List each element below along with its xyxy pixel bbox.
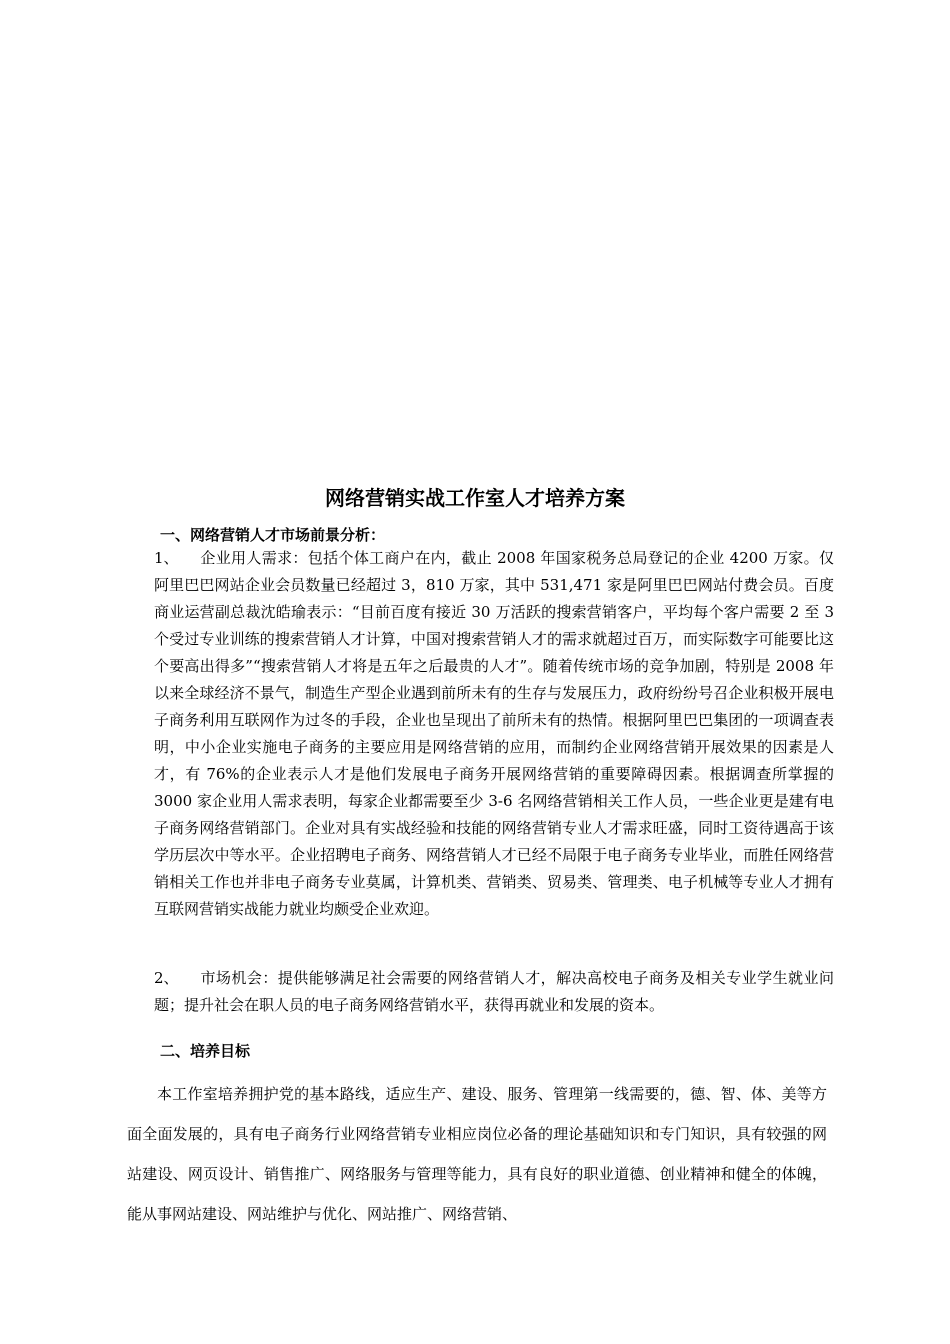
list-item-number: 2、 <box>154 969 179 987</box>
list-item-number: 1、 <box>154 549 179 567</box>
list-item-text: 企业用人需求：包括个体工商户在内，截止 2008 年国家税务总局登记的企业 4200 万家。仅阿里巴巴网站企业会员数量已经超过 3，810 万家，其中 531,471 家是阿里巴巴网站付费会员。百度商业运营副总裁沈皓瑜表示：“目前百度有接近 30 万活跃的搜索营销客户，平均每个客户需要 2 至 3 个受过专业训练的搜索营销人才计算，中国对搜索营销人才的需求就超过百万，而实际数字可能要比这个要高出得多”“搜索营销人才将是五年之后最贵的人才”。随着传统市场的竞争加剧，特别是 2008 年以来全球经济不景气，制造生产型企业遇到前所未有的生存与发展压力，政府纷纷号召企业积极开展电子商务利用互联网作为过冬的手段，企业也呈现出了前所未有的热情。根据阿里巴巴集团的一项调查表明，中小企业实施电子商务的主要应用是网络营销的应用，而制约企业网络营销开展效果的因素是人才，有 76%的企业表示人才是他们发展电子商务开展网络营销的重要障碍因素。根据调查所掌握的 3000 家企业用人需求表明，每家企业都需要至少 3-6 名网络营销相关工作人员，一些企业更是建有电子商务网络营销部门。企业对具有实战经验和技能的网络营销专业人才需求旺盛，同时工资待遇高于该学历层次中等水平。企业招聘电子商务、网络营销人才已经不局限于电子商务专业毕业，而胜任网络营销相关工作也并非电子商务专业莫属，计算机类、营销类、贸易类、管理类、电子机械等专业人才拥有互联网营销实战能力就业均颇受企业欢迎。 <box>154 549 834 918</box>
list-item-market-opportunity <box>154 965 834 1019</box>
document-title: 网络营销实战工作室人才培养方案 <box>325 486 625 510</box>
training-goals-paragraph: 本工作室培养拥护党的基本路线，适应生产、建设、服务、管理第一线需要的，德、智、体、美等方面全面发展的，具有电子商务行业网络营销专业相应岗位必备的理论基础知识和专门知识，具有较强的网站建设、网页设计、销售推广、网络服务与管理等能力，具有良好的职业道德、创业精神和健全的体魄，能从事网站建设、网站维护与优化、网站推广、网络营销、 <box>127 1085 827 1223</box>
section-heading-training-goals: 二、培养目标 <box>160 1042 251 1060</box>
list-item-enterprise-demand <box>154 545 834 923</box>
section-heading-market-analysis: 一、网络营销人才市场前景分析： <box>160 526 386 544</box>
list-item-text: 市场机会：提供能够满足社会需要的网络营销人才，解决高校电子商务及相关专业学生就业问题；提升社会在职人员的电子商务网络营销水平，获得再就业和发展的资本。 <box>154 969 834 1014</box>
